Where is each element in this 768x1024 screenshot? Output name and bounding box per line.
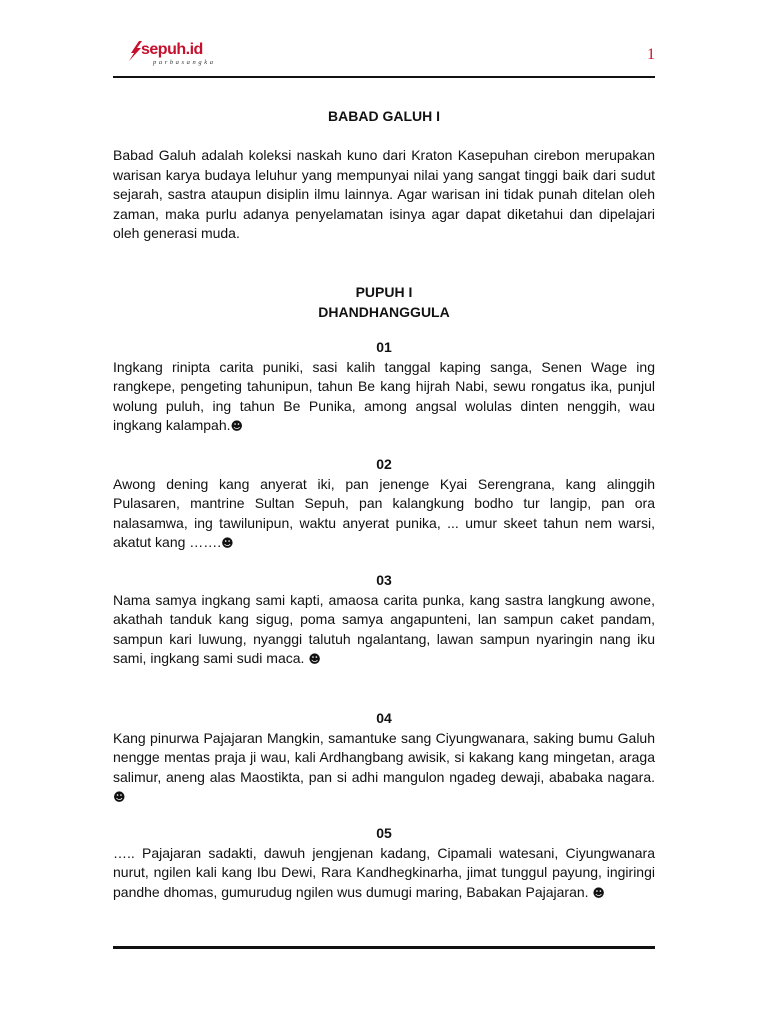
verse-text bbox=[113, 844, 655, 903]
verse-end-icon: ☻ bbox=[308, 652, 321, 667]
verse-end-icon: ☻ bbox=[221, 536, 234, 551]
verse-end-icon: ☻ bbox=[230, 419, 244, 434]
verse-number: 04 bbox=[376, 710, 392, 726]
verse-body: Awong dening kang anyerat iki, pan jenenge Kyai Serengrana, kang alinggih Pulasaren, mantrine Sultan Sepuh, pan kalangkung bodho tur langip, pan ora nalasamwa, ing tawilunipun, waktu anyerat punika, ... umur skeet tahun nem warsi, akatut kang ……. bbox=[113, 476, 655, 551]
verse-end-icon: ☻ bbox=[592, 885, 605, 900]
verse-text bbox=[113, 358, 655, 437]
page-number: 1 bbox=[647, 46, 655, 63]
verse-block bbox=[113, 709, 655, 808]
verse-body: Nama samya ingkang sami kapti, amaosa carita punka, kang sastra langkung awone, akathah tanduk kang sigug, poma samya angapunteni, lan sampun caket pandam, sampun kari luwung, nyanggi talutuh ngalantang, lawan sampun nyaringin nang iku sami, ingkang sami sudi maca. bbox=[113, 592, 655, 667]
logo-text: sepuh.id bbox=[141, 41, 203, 58]
verse-text bbox=[113, 729, 655, 808]
verse-end-icon: ☻ bbox=[113, 790, 126, 805]
verse-number: 02 bbox=[376, 456, 392, 472]
footer-rule bbox=[113, 946, 655, 949]
pupuh-title: PUPUH I bbox=[355, 284, 413, 300]
pupuh-heading bbox=[113, 282, 655, 322]
header-rule bbox=[113, 76, 655, 78]
document-page bbox=[113, 0, 655, 1024]
verse-block bbox=[113, 571, 655, 670]
verse-number: 03 bbox=[376, 572, 392, 588]
logo-tagline: parbasangka bbox=[153, 59, 216, 66]
verse-text bbox=[113, 591, 655, 670]
verse-text bbox=[113, 475, 655, 554]
sepuh-id-logo bbox=[125, 40, 237, 66]
intro-paragraph: Babad Galuh adalah koleksi naskah kuno dari Kraton Kasepuhan cirebon merupakan warisan karya budaya leluhur yang mempunyai nilai yang sangat tinggi baik dari sudut sejarah, sastra ataupun disiplin ilmu lainnya. Agar warisan ini tidak punah ditelan oleh zaman, maka purlu adanya penyelamatan isinya agar dapat diketahui dan dipelajari oleh generasi muda. bbox=[113, 147, 655, 242]
pupuh-subtitle: DHANDHANGGULA bbox=[318, 304, 450, 320]
verse-number: 01 bbox=[376, 339, 392, 355]
verse-block bbox=[113, 455, 655, 554]
verse-body: Ingkang rinipta carita puniki, sasi kalih tanggal kaping sanga, Senen Wage ing rangkepe, pengeting tahunipun, tahun Be kang hijrah Nabi, sewu rongatus ika, punjul wolung puluh, ing tahun Be Punika, among angsal wolulas dinten nenggih, wau ingkang kalampah. bbox=[113, 359, 655, 434]
document-title: BABAD GALUH I bbox=[328, 108, 440, 124]
verse-block bbox=[113, 338, 655, 437]
verse-number: 05 bbox=[376, 825, 392, 841]
page-header bbox=[113, 36, 655, 78]
verse-body: ….. Pajajaran sadakti, dawuh jengjenan kadang, Cipamali watesani, Ciyungwanara nurut, ngilen kali kang Ibu Dewi, Rara Kandhegkinarha, jimat tunggul payung, ingiringi pandhe dhomas, gumurudug ngilen wus dumugi maring, Babakan Pajajaran. bbox=[113, 845, 655, 900]
verse-block bbox=[113, 824, 655, 903]
verse-body: Kang pinurwa Pajajaran Mangkin, samantuke sang Ciyungwanara, saking bumu Galuh nengge mentas praja ji wau, kali Ardhangbang awisik, si kakang kang mingetan, araga salimur, aneng alas Maostikta, pan si adhi mangulon ngadeg dewaji, ababaka nagara. bbox=[113, 730, 655, 785]
